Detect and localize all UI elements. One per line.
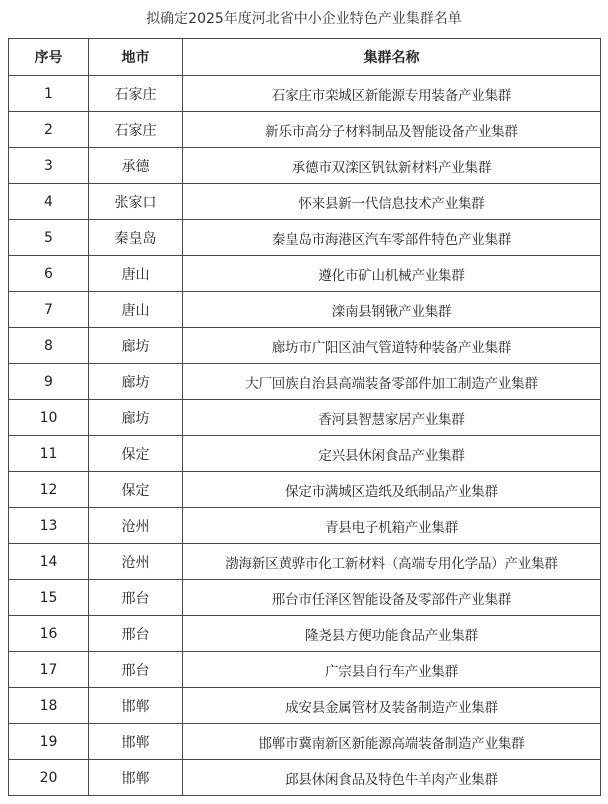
row-no: 7 xyxy=(9,292,89,328)
row-city: 保定 xyxy=(89,472,183,508)
row-city: 石家庄 xyxy=(89,76,183,112)
row-city: 廊坊 xyxy=(89,328,183,364)
row-city: 秦皇岛 xyxy=(89,220,183,256)
table-body xyxy=(9,76,601,796)
row-no: 20 xyxy=(9,760,89,796)
table-row xyxy=(9,472,601,508)
row-no: 16 xyxy=(9,616,89,652)
row-name: 保定市满城区造纸及纸制品产业集群 xyxy=(183,472,601,508)
row-no: 9 xyxy=(9,364,89,400)
row-name: 大厂回族自治县高端装备零部件加工制造产业集群 xyxy=(183,364,601,400)
row-name: 渤海新区黄骅市化工新材料（高端专用化学品）产业集群 xyxy=(183,544,601,580)
row-name: 邱县休闲食品及特色牛羊肉产业集群 xyxy=(183,760,601,796)
row-no: 19 xyxy=(9,724,89,760)
table-row xyxy=(9,256,601,292)
table-row xyxy=(9,400,601,436)
table-row xyxy=(9,508,601,544)
row-no: 6 xyxy=(9,256,89,292)
row-name: 成安县金属管材及装备制造产业集群 xyxy=(183,688,601,724)
row-name: 青县电子机箱产业集群 xyxy=(183,508,601,544)
table-row xyxy=(9,652,601,688)
table-row xyxy=(9,328,601,364)
row-city: 承德 xyxy=(89,148,183,184)
table-row xyxy=(9,184,601,220)
header-city: 地市 xyxy=(89,39,183,76)
table-row xyxy=(9,436,601,472)
row-no: 3 xyxy=(9,148,89,184)
row-name: 石家庄市栾城区新能源专用装备产业集群 xyxy=(183,76,601,112)
row-city: 邯郸 xyxy=(89,688,183,724)
row-name: 怀来县新一代信息技术产业集群 xyxy=(183,184,601,220)
row-no: 12 xyxy=(9,472,89,508)
row-name: 广宗县自行车产业集群 xyxy=(183,652,601,688)
row-city: 石家庄 xyxy=(89,112,183,148)
row-city: 邯郸 xyxy=(89,724,183,760)
row-name: 承德市双滦区钒钛新材料产业集群 xyxy=(183,148,601,184)
row-city: 邢台 xyxy=(89,652,183,688)
row-no: 18 xyxy=(9,688,89,724)
table-row xyxy=(9,292,601,328)
row-city: 张家口 xyxy=(89,184,183,220)
row-city: 邢台 xyxy=(89,616,183,652)
row-name: 滦南县钢锹产业集群 xyxy=(183,292,601,328)
row-no: 2 xyxy=(9,112,89,148)
row-city: 廊坊 xyxy=(89,400,183,436)
table-row xyxy=(9,148,601,184)
row-name: 香河县智慧家居产业集群 xyxy=(183,400,601,436)
row-no: 13 xyxy=(9,508,89,544)
table-row xyxy=(9,220,601,256)
row-name: 邢台市任泽区智能设备及零部件产业集群 xyxy=(183,580,601,616)
table-row xyxy=(9,112,601,148)
row-no: 15 xyxy=(9,580,89,616)
row-city: 邢台 xyxy=(89,580,183,616)
row-no: 1 xyxy=(9,76,89,112)
row-no: 17 xyxy=(9,652,89,688)
document-title: 拟确定2025年度河北省中小企业特色产业集群名单 xyxy=(146,11,462,27)
row-city: 唐山 xyxy=(89,256,183,292)
row-name: 秦皇岛市海港区汽车零部件特色产业集群 xyxy=(183,220,601,256)
row-city: 唐山 xyxy=(89,292,183,328)
table-row xyxy=(9,544,601,580)
table-row xyxy=(9,688,601,724)
header-no: 序号 xyxy=(9,39,89,76)
row-city: 邯郸 xyxy=(89,760,183,796)
row-name: 邯郸市冀南新区新能源高端装备制造产业集群 xyxy=(183,724,601,760)
row-city: 保定 xyxy=(89,436,183,472)
table-row xyxy=(9,616,601,652)
row-name: 隆尧县方便功能食品产业集群 xyxy=(183,616,601,652)
table-row xyxy=(9,76,601,112)
row-no: 11 xyxy=(9,436,89,472)
cluster-table xyxy=(8,38,601,796)
row-city: 廊坊 xyxy=(89,364,183,400)
table-row xyxy=(9,580,601,616)
table-row xyxy=(9,760,601,796)
row-name: 遵化市矿山机械产业集群 xyxy=(183,256,601,292)
row-name: 定兴县休闲食品产业集群 xyxy=(183,436,601,472)
row-no: 5 xyxy=(9,220,89,256)
header-name: 集群名称 xyxy=(183,39,601,76)
row-no: 8 xyxy=(9,328,89,364)
row-no: 10 xyxy=(9,400,89,436)
row-city: 沧州 xyxy=(89,508,183,544)
table-row xyxy=(9,724,601,760)
row-no: 4 xyxy=(9,184,89,220)
row-name: 新乐市高分子材料制品及智能设备产业集群 xyxy=(183,112,601,148)
table-header-row xyxy=(9,39,601,76)
row-city: 沧州 xyxy=(89,544,183,580)
row-name: 廊坊市广阳区油气管道特种装备产业集群 xyxy=(183,328,601,364)
row-no: 14 xyxy=(9,544,89,580)
table-row xyxy=(9,364,601,400)
